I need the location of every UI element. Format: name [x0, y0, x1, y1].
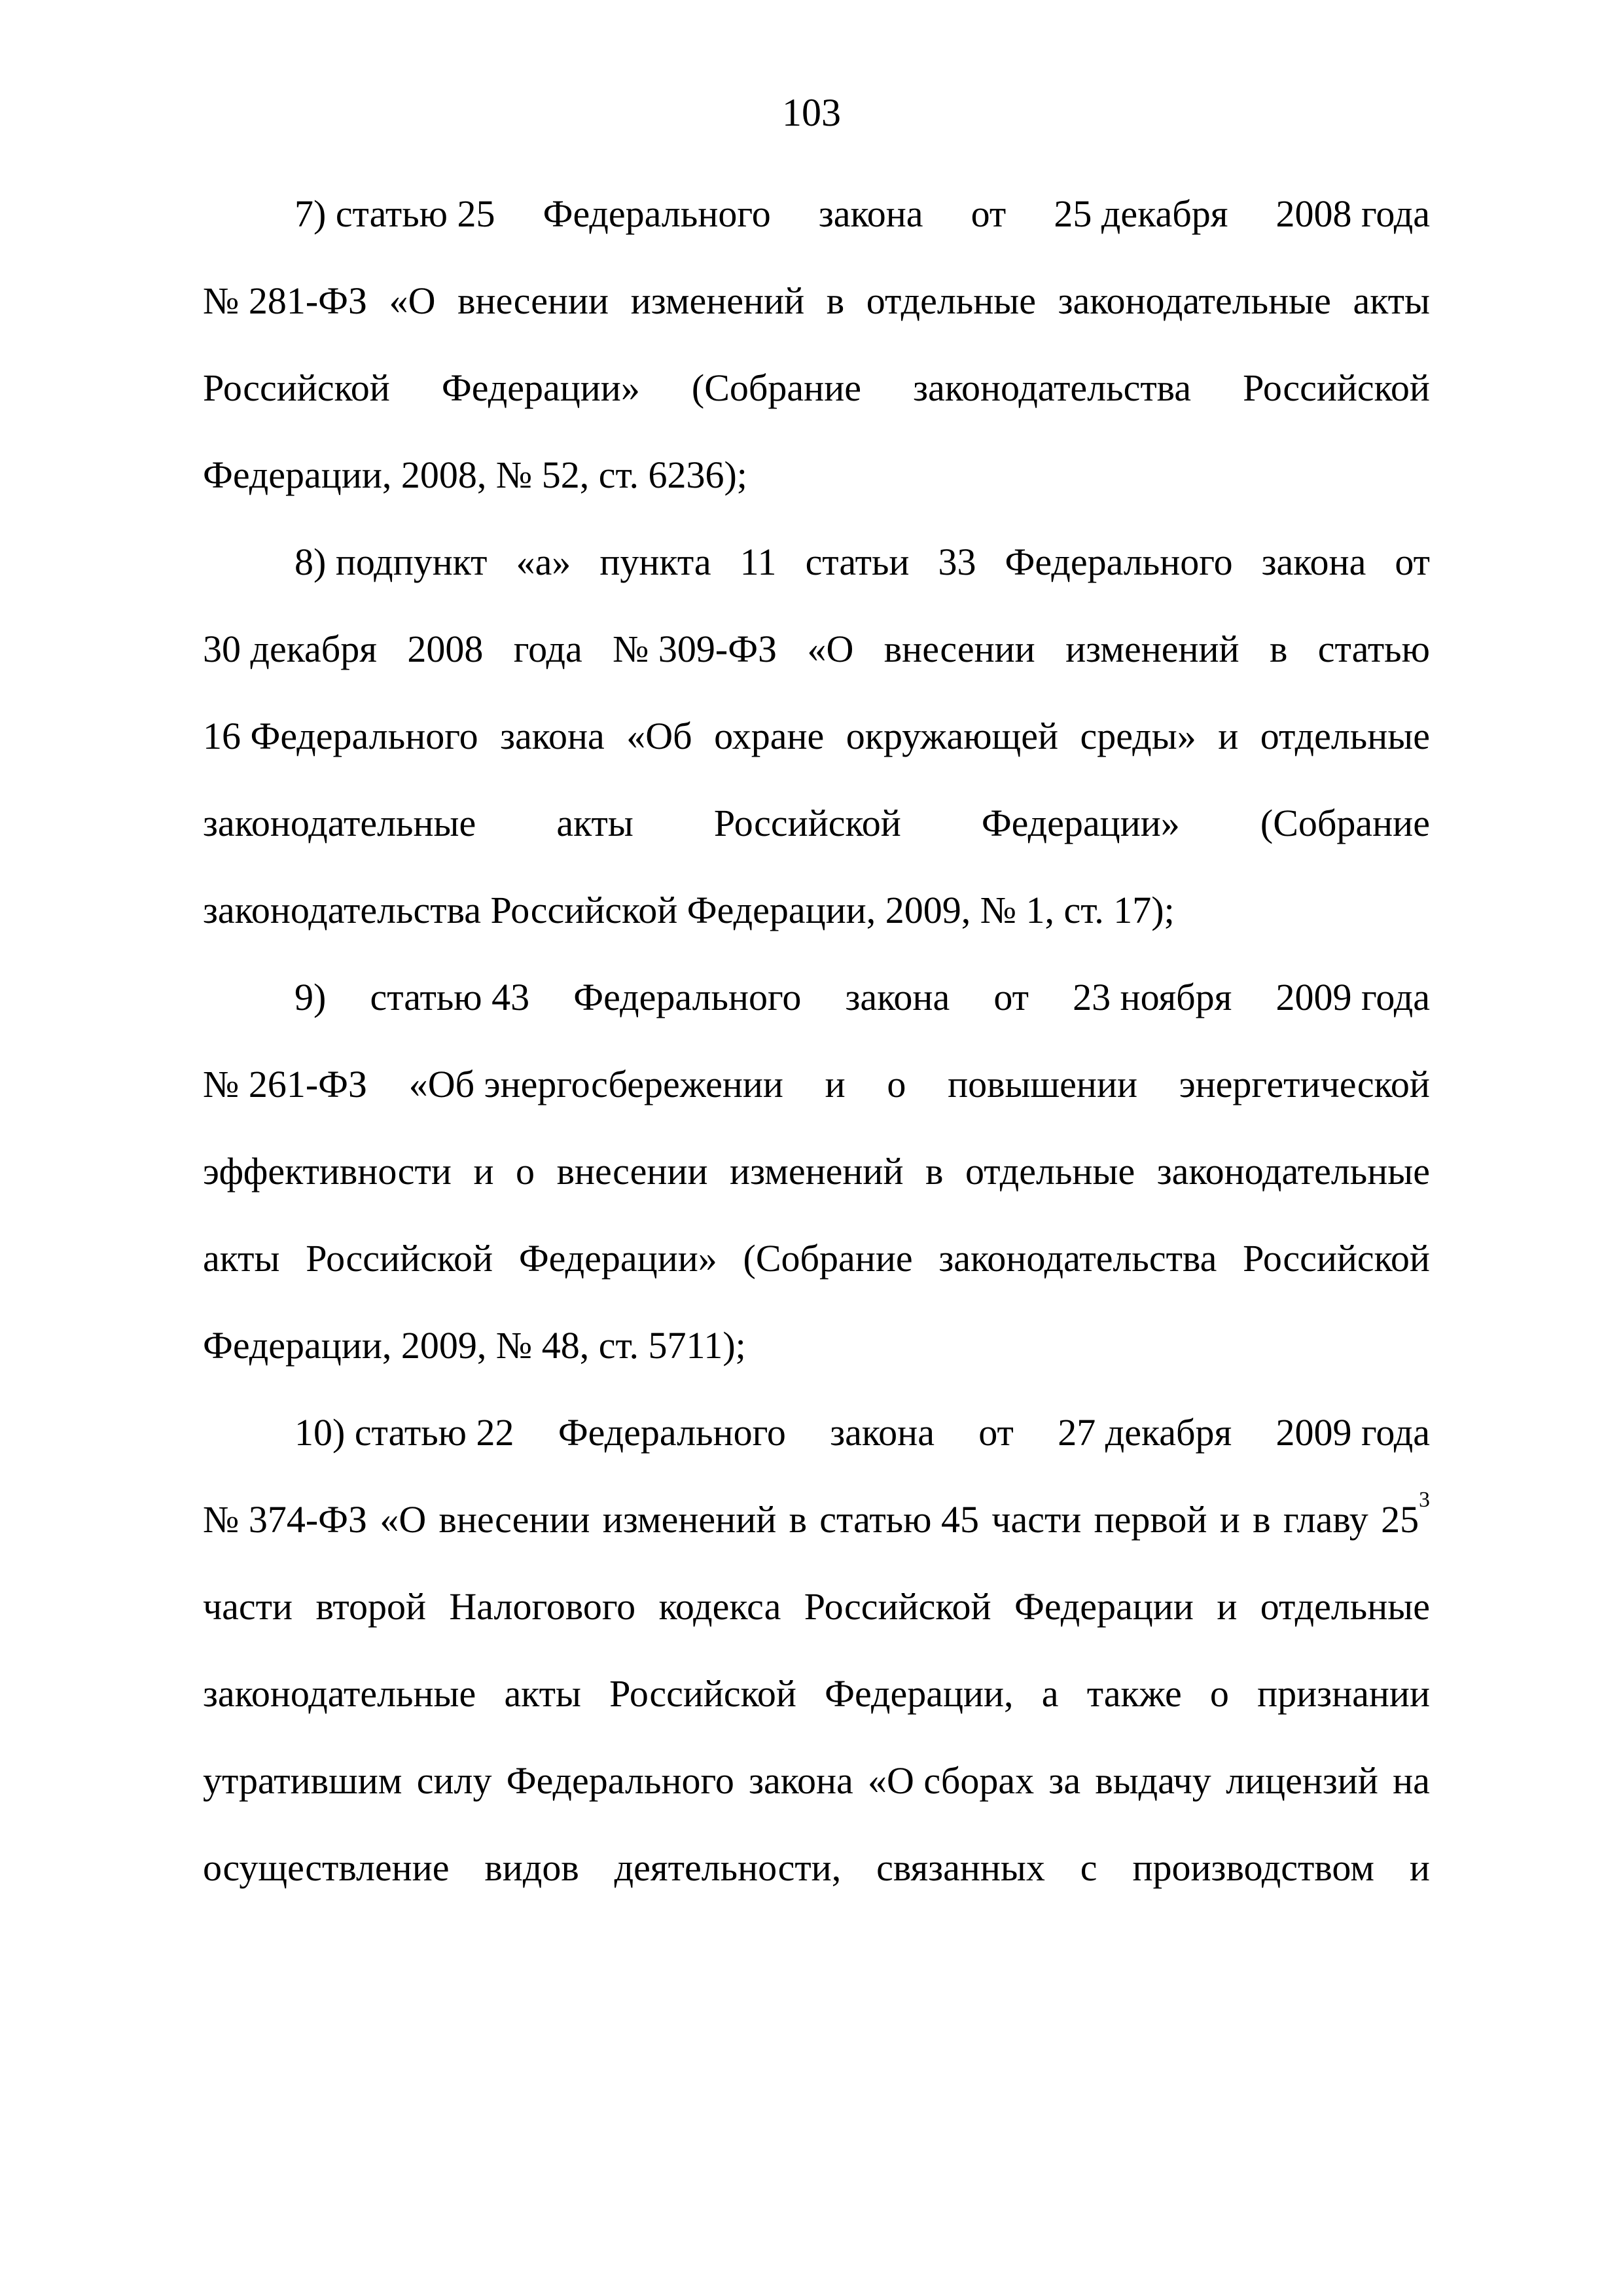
text-chunk: 16 Федерального: [203, 715, 478, 757]
text-chunk: отдельные: [1260, 1585, 1430, 1628]
text-line: [203, 257, 1430, 344]
text-chunk: внесении: [438, 1498, 590, 1541]
text-chunk: Федерации,: [825, 1672, 1014, 1715]
text-chunk: в: [789, 1498, 807, 1541]
text-chunk: 11: [740, 541, 777, 583]
text-chunk: производством: [1132, 1846, 1374, 1889]
text-chunk: изменений: [630, 279, 805, 322]
text-chunk: силу: [416, 1759, 492, 1802]
text-line: [203, 1128, 1430, 1215]
text-line: [203, 954, 1430, 1041]
text-chunk: также: [1086, 1672, 1182, 1715]
text-chunk: о: [1209, 1672, 1229, 1715]
text-chunk: статью 45: [819, 1498, 979, 1541]
text-chunk: Федерального: [506, 1759, 734, 1802]
text-chunk: кодекса: [658, 1585, 781, 1628]
text-chunk: и: [473, 1150, 494, 1193]
text-chunk: Налогового: [449, 1585, 636, 1628]
text-chunk: внесении: [457, 279, 609, 322]
text-chunk: 2009 года: [1275, 1411, 1430, 1454]
text-chunk: Федерального: [558, 1411, 786, 1454]
text-chunk: [1381, 1476, 1430, 1563]
text-chunk: Российской: [1243, 1237, 1430, 1280]
text-chunk: Федерации»: [518, 1237, 717, 1280]
text-chunk: Федерального: [543, 192, 771, 235]
text-chunk: закона: [845, 976, 950, 1018]
text-chunk: акты: [556, 802, 633, 844]
text-chunk: 2008: [407, 628, 484, 670]
paragraph-item-7: [203, 170, 1430, 518]
text-line: [203, 1041, 1430, 1128]
text-chunk: 33: [938, 541, 976, 583]
text-chunk: «Об энергосбережении: [408, 1063, 783, 1105]
text-chunk: от: [1395, 541, 1430, 583]
text-chunk: пункта: [599, 541, 711, 583]
text-chunk: Российской: [804, 1585, 991, 1628]
text-chunk: Федерации: [1014, 1585, 1194, 1628]
text-line: [203, 1389, 1430, 1476]
paragraph-item-8: [203, 518, 1430, 954]
text-chunk: «О сборах: [868, 1759, 1035, 1802]
text-chunk: № 374-ФЗ: [203, 1498, 368, 1541]
text-chunk: Российской: [713, 802, 901, 844]
text-line: Федерации, 2009, № 48, ст. 5711);: [203, 1324, 746, 1367]
text-chunk: повышении: [948, 1063, 1138, 1105]
text-chunk: Российской: [609, 1672, 796, 1715]
text-chunk: и: [1219, 1498, 1240, 1541]
text-chunk: статью: [1317, 628, 1430, 670]
text-chunk: на: [1393, 1759, 1430, 1802]
text-line: законодательства Российской Федерации, 2009, № 1, ст. 17);: [203, 889, 1175, 931]
text-line: [203, 344, 1430, 431]
text-chunk: с: [1080, 1846, 1097, 1889]
text-chunk: и: [1217, 1585, 1238, 1628]
text-chunk: части: [991, 1498, 1082, 1541]
text-chunk: статьи: [805, 541, 910, 583]
text-chunk: закона: [500, 715, 605, 757]
text-chunk: связанных: [876, 1846, 1045, 1889]
page-number: 103: [782, 91, 841, 134]
text-chunk: и: [825, 1063, 846, 1105]
text-chunk: отдельные: [866, 279, 1036, 322]
text-chunk: главу: [1283, 1498, 1368, 1541]
text-chunk: и: [1409, 1846, 1430, 1889]
text-chunk: закона: [1261, 541, 1366, 583]
text-line: [203, 1824, 1430, 1911]
text-chunk: «О: [389, 279, 436, 322]
text-chunk: утратившим: [203, 1759, 402, 1802]
text-chunk: 7) статью 25: [294, 192, 495, 235]
text-chunk: внесении: [883, 628, 1035, 670]
text-chunk: изменений: [730, 1150, 904, 1193]
text-chunk: 25 декабря: [1054, 192, 1228, 235]
text-chunk: 8) подпункт: [294, 541, 488, 583]
text-line: [203, 780, 1430, 867]
text-chunk: 30 декабря: [203, 628, 377, 670]
text-chunk: закона: [818, 192, 923, 235]
text-line: [203, 170, 1430, 257]
superscript: 3: [1419, 1488, 1430, 1513]
text-chunk: в: [1270, 628, 1288, 670]
text-chunk-base: 25: [1381, 1498, 1419, 1541]
text-chunk: № 261-ФЗ: [203, 1063, 368, 1105]
text-chunk: Федерального: [573, 976, 802, 1018]
text-chunk: № 309-ФЗ: [613, 628, 777, 670]
text-chunk: среды»: [1080, 715, 1196, 757]
text-line: [203, 1563, 1430, 1650]
text-chunk: «а»: [516, 541, 571, 583]
text-line: [203, 1650, 1430, 1737]
text-chunk: энергетической: [1179, 1063, 1430, 1105]
text-chunk: в: [925, 1150, 944, 1193]
text-chunk: (Собрание: [691, 367, 861, 409]
text-chunk: законодательства: [913, 367, 1192, 409]
text-line: [203, 1476, 1430, 1563]
text-chunk: статью 43: [370, 976, 530, 1018]
text-chunk: 23 ноября: [1073, 976, 1232, 1018]
text-chunk: Российской: [306, 1237, 493, 1280]
text-chunk: изменений: [1065, 628, 1240, 670]
text-chunk: «Об: [626, 715, 692, 757]
text-chunk: акты: [1353, 279, 1430, 322]
text-chunk: Федерального: [1005, 541, 1233, 583]
document-body: [203, 170, 1430, 1911]
text-chunk: отдельные: [965, 1150, 1135, 1193]
text-chunk: 10) статью 22: [294, 1411, 514, 1454]
text-chunk: «О: [380, 1498, 427, 1541]
text-chunk: 2009 года: [1275, 976, 1430, 1018]
text-chunk: о: [516, 1150, 535, 1193]
text-chunk: эффективности: [203, 1150, 452, 1193]
text-chunk: и: [1218, 715, 1239, 757]
text-chunk: законодательства: [938, 1237, 1217, 1280]
text-chunk: закона: [749, 1759, 853, 1802]
text-chunk: от: [993, 976, 1029, 1018]
text-chunk: Федерации»: [441, 367, 640, 409]
text-chunk: законодательные: [1156, 1150, 1430, 1193]
text-line: [203, 1215, 1430, 1302]
text-chunk: осуществление: [203, 1846, 450, 1889]
text-chunk: «О: [807, 628, 854, 670]
text-chunk: признании: [1257, 1672, 1430, 1715]
text-chunk: первой: [1094, 1498, 1207, 1541]
text-line: [203, 1737, 1430, 1824]
text-chunk: лицензий: [1226, 1759, 1378, 1802]
text-chunk: второй: [315, 1585, 427, 1628]
paragraph-item-9: [203, 954, 1430, 1389]
text-chunk: в: [826, 279, 845, 322]
paragraph-item-10: [203, 1389, 1430, 1911]
text-chunk: отдельные: [1260, 715, 1430, 757]
text-chunk: выдачу: [1095, 1759, 1211, 1802]
text-chunk: года: [513, 628, 582, 670]
text-chunk: законодательные: [203, 1672, 476, 1715]
text-chunk: деятельности,: [614, 1846, 842, 1889]
text-chunk: за: [1048, 1759, 1081, 1802]
text-chunk: законодательные: [203, 802, 476, 844]
text-chunk: от: [978, 1411, 1014, 1454]
text-chunk: о: [887, 1063, 906, 1105]
text-chunk: от: [971, 192, 1007, 235]
text-chunk: изменений: [602, 1498, 777, 1541]
text-chunk: окружающей: [846, 715, 1059, 757]
text-chunk: закона: [830, 1411, 935, 1454]
text-chunk: а: [1041, 1672, 1059, 1715]
text-chunk: охране: [714, 715, 825, 757]
text-chunk: законодательные: [1058, 279, 1331, 322]
text-chunk: акты: [203, 1237, 280, 1280]
text-line: [203, 518, 1430, 605]
text-chunk: (Собрание: [743, 1237, 913, 1280]
text-chunk: Российской: [1243, 367, 1430, 409]
text-line: Федерации, 2008, № 52, ст. 6236);: [203, 454, 747, 496]
text-line: [203, 692, 1430, 780]
text-chunk: Федерации»: [981, 802, 1180, 844]
text-line: [203, 605, 1430, 692]
text-chunk: 27 декабря: [1058, 1411, 1232, 1454]
text-chunk: 9): [294, 976, 327, 1018]
text-chunk: (Собрание: [1260, 802, 1430, 844]
text-chunk: Российской: [203, 367, 390, 409]
text-chunk: видов: [484, 1846, 579, 1889]
text-chunk: 2008 года: [1275, 192, 1430, 235]
text-chunk: № 281-ФЗ: [203, 279, 368, 322]
text-chunk: внесении: [556, 1150, 708, 1193]
text-chunk: части: [203, 1585, 293, 1628]
text-chunk: в: [1253, 1498, 1271, 1541]
text-chunk: акты: [504, 1672, 581, 1715]
